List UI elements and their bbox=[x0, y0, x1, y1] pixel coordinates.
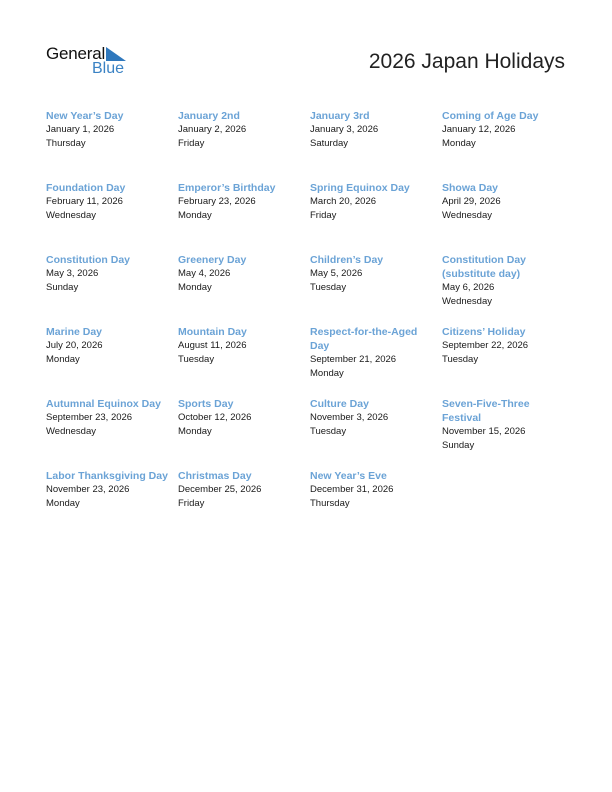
holiday-weekday: Thursday bbox=[310, 498, 350, 509]
holiday-entry bbox=[310, 109, 442, 181]
holiday-date: December 31, 2026 bbox=[310, 484, 394, 495]
holiday-entry bbox=[310, 397, 442, 469]
holiday-date: January 12, 2026 bbox=[442, 124, 516, 135]
holiday-entry bbox=[46, 181, 178, 253]
holiday-entry bbox=[46, 109, 178, 181]
holiday-weekday: Friday bbox=[178, 498, 205, 509]
holiday-entry bbox=[178, 181, 310, 253]
holiday-entry bbox=[310, 253, 442, 325]
holiday-name: Autumnal Equinox Day bbox=[46, 398, 161, 410]
holiday-weekday: Monday bbox=[310, 368, 344, 379]
holiday-weekday: Tuesday bbox=[178, 354, 215, 365]
holiday-date: November 15, 2026 bbox=[442, 426, 526, 437]
holiday-weekday: Monday bbox=[442, 138, 476, 149]
holiday-entry bbox=[442, 181, 574, 253]
holiday-name: Constitution Day bbox=[46, 254, 130, 266]
holiday-name: Constitution Day (substitute day) bbox=[442, 254, 526, 280]
holiday-date: January 1, 2026 bbox=[46, 124, 115, 135]
holiday-name: Coming of Age Day bbox=[442, 110, 539, 122]
holiday-weekday: Tuesday bbox=[442, 354, 479, 365]
holiday-date: September 23, 2026 bbox=[46, 412, 133, 423]
holiday-entry bbox=[178, 397, 310, 469]
logo-word-general: General bbox=[46, 44, 106, 63]
holiday-row bbox=[46, 181, 574, 253]
holiday-weekday: Monday bbox=[178, 426, 212, 437]
holiday-date: July 20, 2026 bbox=[46, 340, 103, 351]
holiday-name: Showa Day bbox=[442, 182, 499, 194]
holiday-row bbox=[46, 397, 574, 469]
holiday-name: Respect-for-the-Aged Day bbox=[310, 326, 418, 352]
holiday-entry bbox=[46, 469, 178, 541]
holiday-name: Marine Day bbox=[46, 326, 103, 338]
holiday-weekday: Tuesday bbox=[310, 426, 347, 437]
holiday-date: November 23, 2026 bbox=[46, 484, 130, 495]
holiday-entry bbox=[310, 325, 442, 397]
holiday-name: January 2nd bbox=[178, 110, 240, 122]
holiday-name: Culture Day bbox=[310, 398, 369, 410]
holiday-name: New Year’s Eve bbox=[310, 470, 387, 482]
logo-word-blue: Blue bbox=[92, 60, 125, 77]
holiday-name: Children’s Day bbox=[310, 254, 384, 266]
holiday-weekday: Monday bbox=[178, 282, 212, 293]
holiday-date: January 3, 2026 bbox=[310, 124, 379, 135]
holiday-date: November 3, 2026 bbox=[310, 412, 389, 423]
holiday-row bbox=[46, 469, 574, 541]
holiday-entry bbox=[442, 397, 574, 469]
holiday-weekday: Monday bbox=[46, 498, 80, 509]
holiday-date: September 22, 2026 bbox=[442, 340, 529, 351]
holiday-name: Seven-Five-Three Festival bbox=[442, 398, 530, 424]
holiday-date: May 3, 2026 bbox=[46, 268, 99, 279]
holiday-date: December 25, 2026 bbox=[178, 484, 262, 495]
holiday-entry bbox=[442, 253, 574, 325]
holiday-name: New Year’s Day bbox=[46, 110, 124, 122]
holiday-entry bbox=[178, 253, 310, 325]
holiday-entry bbox=[178, 469, 310, 541]
holiday-weekday: Sunday bbox=[46, 282, 79, 293]
holiday-date: September 21, 2026 bbox=[310, 354, 397, 365]
holiday-name: Foundation Day bbox=[46, 182, 126, 194]
holiday-date: February 11, 2026 bbox=[46, 196, 123, 207]
holiday-date: January 2, 2026 bbox=[178, 124, 247, 135]
holiday-date: May 4, 2026 bbox=[178, 268, 231, 279]
holiday-entry bbox=[310, 469, 442, 541]
holiday-weekday: Wednesday bbox=[442, 210, 492, 221]
holiday-weekday: Monday bbox=[178, 210, 212, 221]
page-title: 2026 Japan Holidays bbox=[368, 50, 565, 73]
holiday-entry bbox=[178, 109, 310, 181]
holiday-weekday: Wednesday bbox=[442, 296, 492, 307]
holiday-entry bbox=[46, 253, 178, 325]
holiday-row bbox=[46, 253, 574, 325]
holiday-date: March 20, 2026 bbox=[310, 196, 377, 207]
holiday-entry bbox=[442, 109, 574, 181]
holiday-date: April 29, 2026 bbox=[442, 196, 501, 207]
holiday-weekday: Friday bbox=[310, 210, 337, 221]
holiday-date: August 11, 2026 bbox=[178, 340, 247, 351]
holiday-entry bbox=[310, 181, 442, 253]
holiday-weekday: Saturday bbox=[310, 138, 349, 149]
holiday-date: October 12, 2026 bbox=[178, 412, 252, 423]
holiday-name: Spring Equinox Day bbox=[310, 182, 410, 194]
holiday-weekday: Wednesday bbox=[46, 210, 96, 221]
holiday-weekday: Tuesday bbox=[310, 282, 347, 293]
holiday-date: May 6, 2026 bbox=[442, 282, 495, 293]
holiday-name: Labor Thanksgiving Day bbox=[46, 470, 168, 482]
holiday-row bbox=[46, 109, 574, 181]
holiday-name: Mountain Day bbox=[178, 326, 247, 338]
holiday-date: February 23, 2026 bbox=[178, 196, 256, 207]
holiday-weekday: Friday bbox=[178, 138, 205, 149]
holiday-row bbox=[46, 325, 574, 397]
holiday-weekday: Monday bbox=[46, 354, 80, 365]
holiday-entry bbox=[46, 397, 178, 469]
generalblue-logo bbox=[46, 44, 136, 80]
holiday-entry bbox=[442, 325, 574, 397]
holiday-entry bbox=[178, 325, 310, 397]
logo-triangle-icon bbox=[106, 47, 126, 61]
holiday-name: Emperor’s Birthday bbox=[178, 182, 276, 194]
holiday-grid bbox=[46, 109, 574, 541]
holiday-weekday: Wednesday bbox=[46, 426, 96, 437]
holiday-name: Christmas Day bbox=[178, 470, 252, 482]
holiday-name: Citizens’ Holiday bbox=[442, 326, 526, 338]
holiday-date: May 5, 2026 bbox=[310, 268, 363, 279]
holiday-entry bbox=[46, 325, 178, 397]
holiday-name: January 3rd bbox=[310, 110, 370, 122]
holiday-weekday: Thursday bbox=[46, 138, 86, 149]
holiday-weekday: Sunday bbox=[442, 440, 475, 451]
holiday-name: Greenery Day bbox=[178, 254, 247, 266]
holiday-name: Sports Day bbox=[178, 398, 234, 410]
